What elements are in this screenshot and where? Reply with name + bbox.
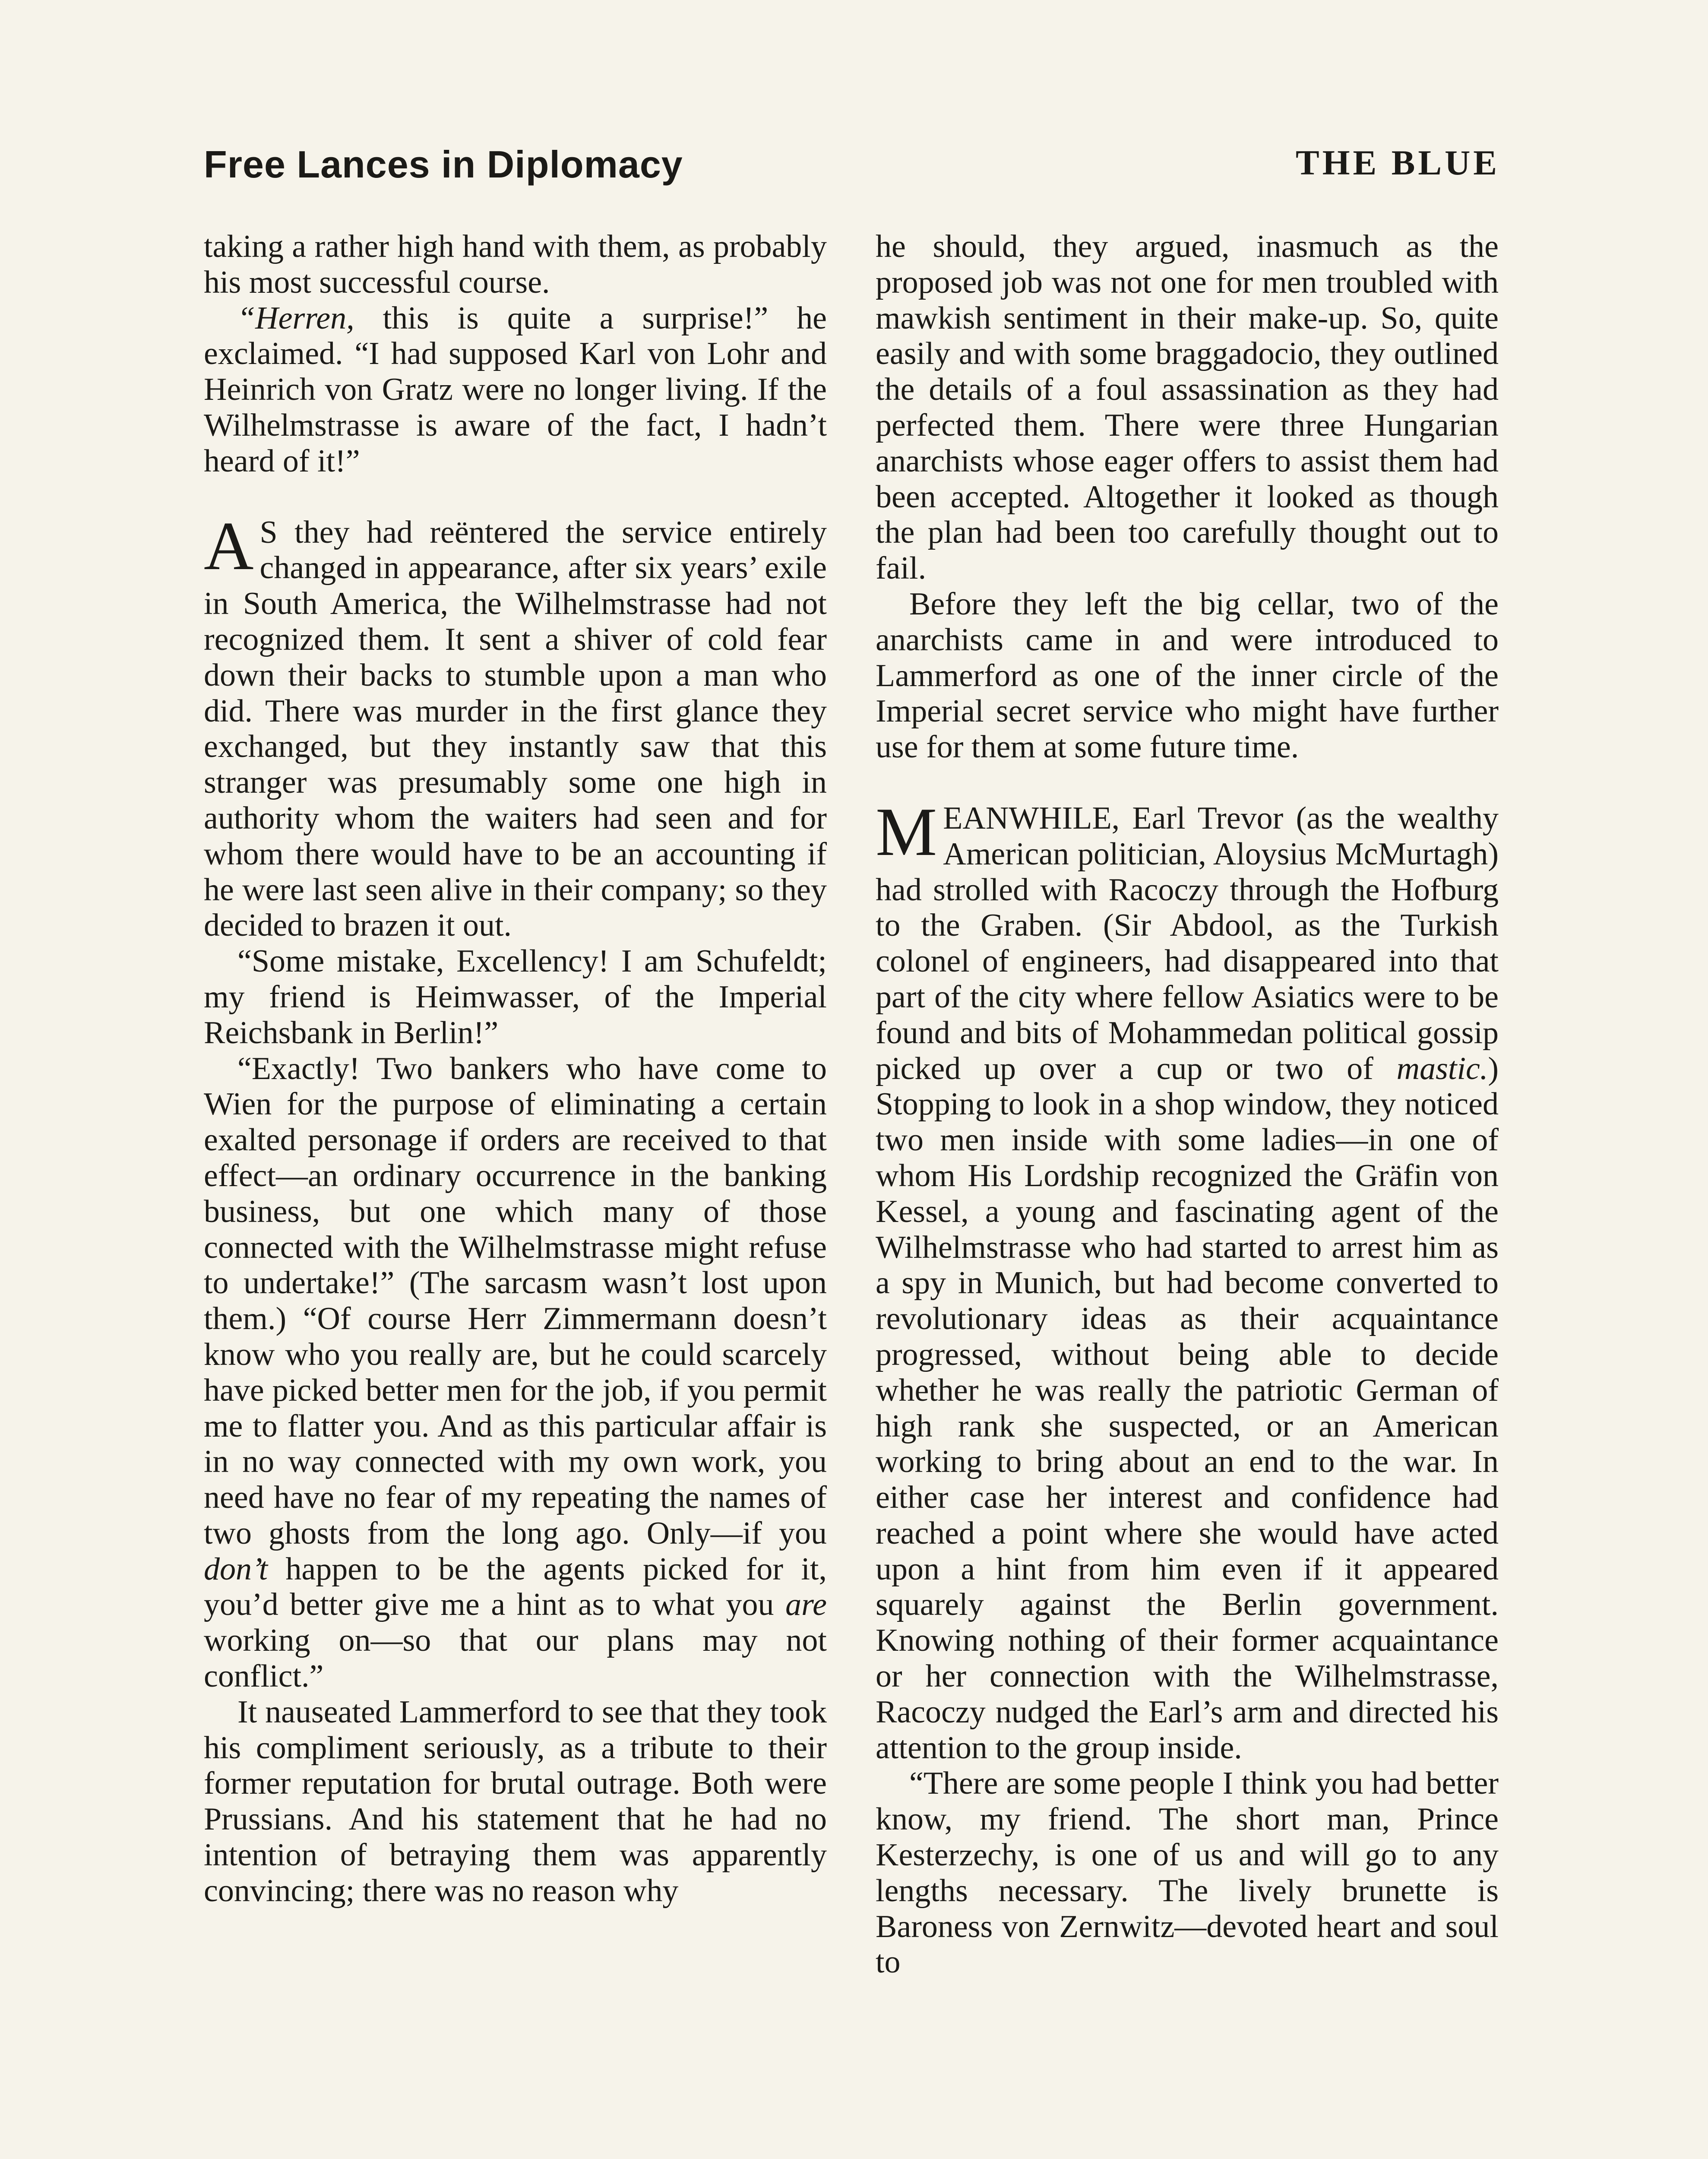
paragraph-text: ) Stopping to look in a shop window, they noticed two men inside with some ladies—in one of whom His Lordship recognized the Gräfin von Kessel, a young and fascinating agent of the Wilhelmstrasse who had started to arrest him as a spy in Munich, but had become converted to revolutionary ideas as their acquaintance progressed, without being able to decide whether he was really the patriotic German of high rank she suspected, or an American working to bring about an end to the war. In either case her interest and confidence had reached a point where she would have acted upon a hint from him even if it appeared squarely against the Berlin government. Knowing nothing of their former acquaintance or her connection with the Wilhelmstrasse, Racoczy nudged the Earl’s arm and directed his attention to the group inside. <box>876 1051 1499 1766</box>
italic-text: mastic. <box>1396 1051 1488 1086</box>
paragraph-section-start <box>204 507 827 944</box>
paragraph-section-start <box>876 793 1499 1766</box>
italic-text: don’t <box>204 1551 268 1587</box>
paragraph: Before they left the big cellar, two of the anarchists came in and were introduced to Lammerford as one of the inner circle of the Imperial secret service who might have further use for them at some future time. <box>876 586 1499 765</box>
paragraph-text: S they had reëntered the service entirely changed in appearance, after six years’ exile in South America, the Wilhelmstrasse had not recognized them. It sent a shiver of cold fear down their backs to stumble upon a man who did. There was murder in the first glance they exchanged, but they instantly saw that this stranger was presumably some one high in authority whom the waiters had seen and for whom there would have to be an accounting if he were last seen alive in their company; so they decided to brazen it out. <box>204 514 827 943</box>
paragraph-text: this is quite a surprise!” he exclaimed. “I had supposed Karl von Lohr and Heinrich von Gratz were no longer living. If the Wilhelmstrasse is aware of the fact, I hadn’t heard of it!” <box>204 300 827 479</box>
magazine-name: THE BLUE <box>1296 143 1500 182</box>
paragraph <box>204 1051 827 1694</box>
left-column <box>204 229 827 1909</box>
drop-cap: A <box>204 507 254 584</box>
paragraph: he should, they argued, inasmuch as the proposed job was not one for men troubled with mawkish sentiment in their make-up. So, quite easily and with some braggadocio, they outlined the details of a foul assassination as they had perfected them. There were three Hungarian anarchists whose eager offers to assist them had been accepted. Altogether it looked as though the plan had been too carefully thought out to fail. <box>876 229 1499 586</box>
paragraph-text: working on—so that our plans may not conflict.” <box>204 1623 827 1694</box>
page-header <box>204 142 1500 194</box>
paragraph: It nauseated Lammerford to see that they took his compliment seriously, as a tribute to their former reputation for brutal outrage. Both were Prussians. And his statement that he had no intention of betraying them was apparently convincing; there was no reason why <box>204 1694 827 1909</box>
paragraph: “There are some people I think you had better know, my friend. The short man, Prince Kesterzechy, is one of us and will go to any lengths necessary. The lively brunette is Baroness von Zernwitz—devoted heart and soul to <box>876 1766 1499 1980</box>
running-title: Free Lances in Diplomacy <box>204 143 683 186</box>
italic-text: “Herren, <box>237 300 354 336</box>
paragraph-text: “Exactly! Two bankers who have come to Wien for the purpose of eliminating a certain exalted personage if orders are received to that effect—an ordinary occurrence in the banking business, but one which many of those connected with the Wilhelmstrasse might refuse to undertake!” (The sarcasm wasn’t lost upon them.) “Of course Herr Zimmermann doesn’t know who you really are, but he could scarcely have picked better men for the job, if you permit me to flatter you. And as this particular affair is in no way connected with my own work, you need have no fear of my repeating the names of two ghosts from the long ago. Only—if you <box>204 1051 827 1551</box>
paragraph: “Some mistake, Excellency! I am Schufeldt; my friend is Heimwasser, of the Imperial Reichsbank in Berlin!” <box>204 943 827 1051</box>
paragraph-text: EANWHILE, Earl Trevor (as the wealthy American politician, Aloysius McMurtagh) had strolled with Racoczy through the Hofburg to the Graben. (Sir Abdool, as the Turkish colonel of engineers, had disappeared into that part of the city where fellow Asiatics were to be found and bits of Mohammedan political gossip picked up over a cup or two of <box>876 800 1499 1086</box>
paragraph <box>204 301 827 479</box>
paragraph: taking a rather high hand with them, as probably his most successful course. <box>204 229 827 300</box>
drop-cap: M <box>876 793 937 870</box>
right-column <box>876 229 1499 1980</box>
paragraph-text: happen to be the agents picked for it, you’d better give me a hint as to what you <box>204 1551 827 1623</box>
italic-text: are <box>785 1587 827 1623</box>
